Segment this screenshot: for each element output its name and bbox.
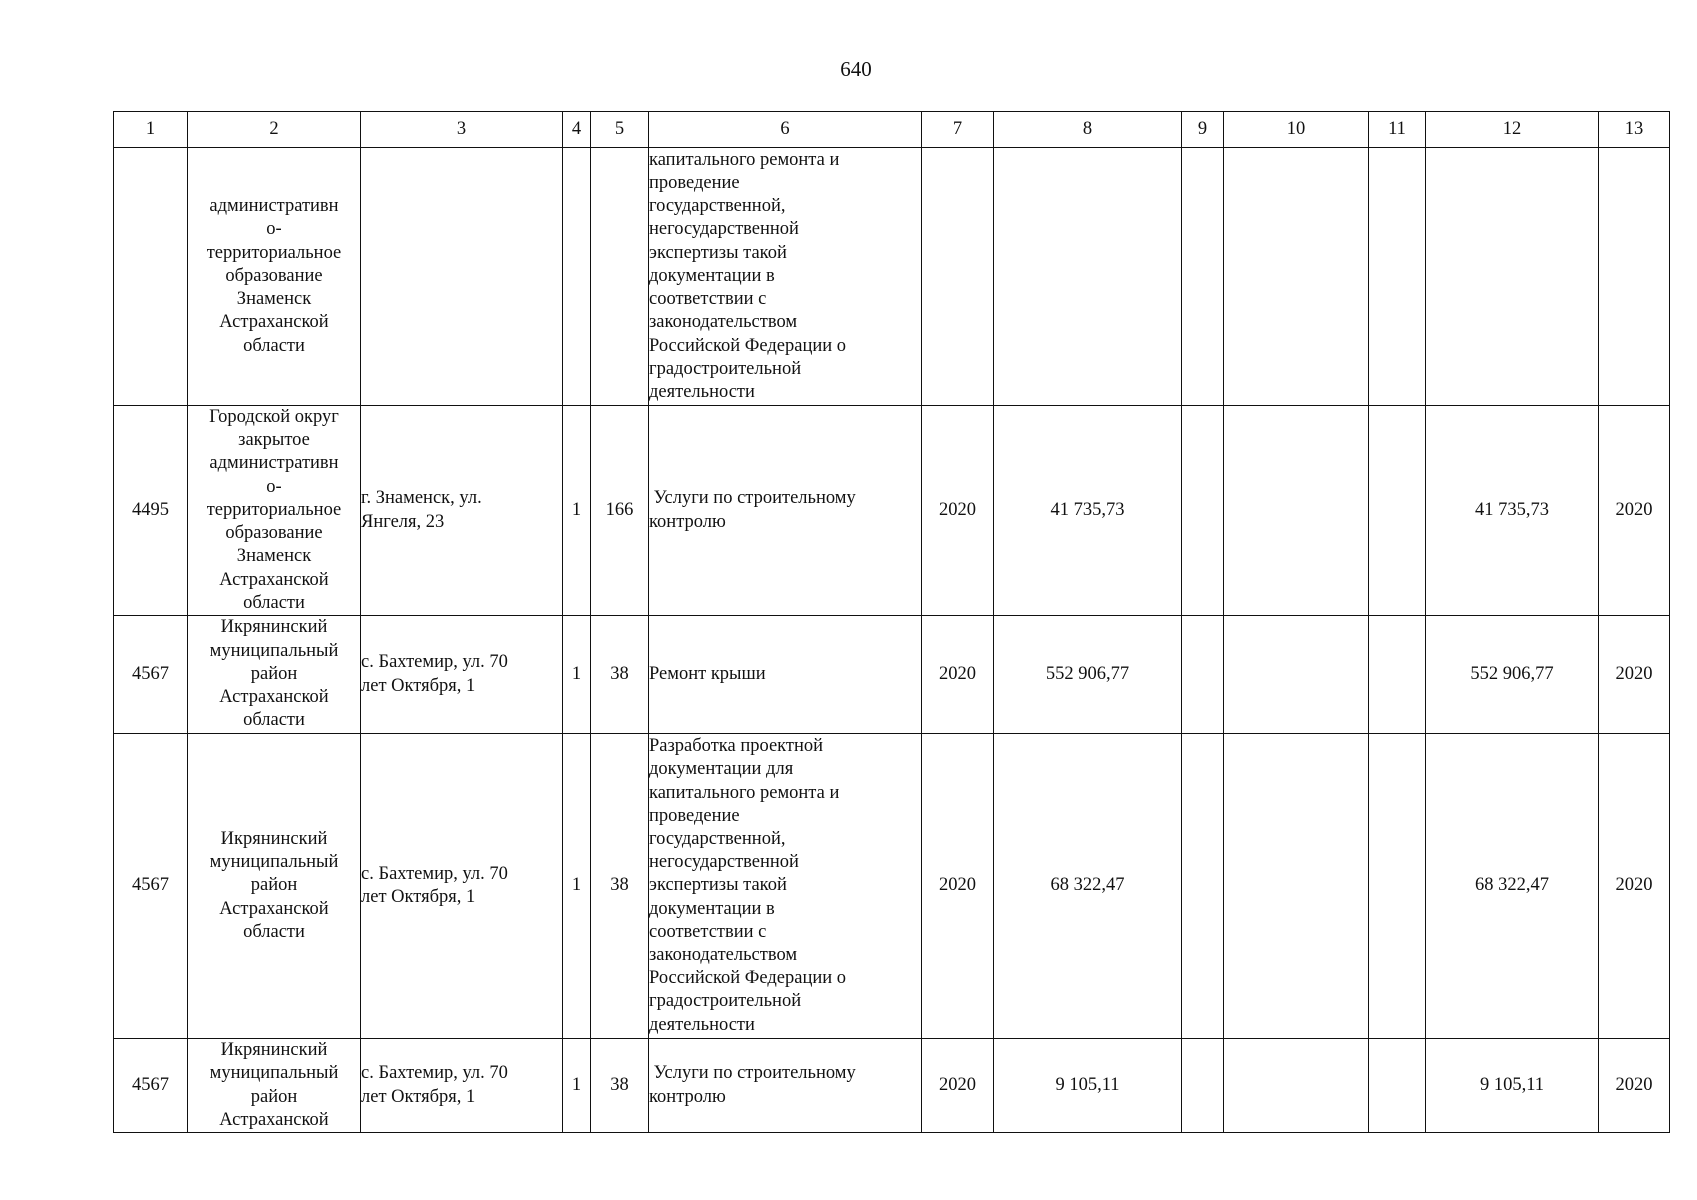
cell-year: 2020 [922, 616, 994, 734]
cell-col5 [591, 148, 649, 406]
cell-work-type: Услуги по строительному контролю [649, 1039, 922, 1133]
table-row [114, 406, 1670, 616]
cell-number: 4567 [114, 616, 188, 734]
cell-col13: 2020 [1599, 616, 1670, 734]
cell-col4 [563, 148, 591, 406]
cell-col13: 2020 [1599, 1039, 1670, 1133]
cell-col5: 38 [591, 616, 649, 734]
cell-col12: 41 735,73 [1426, 406, 1599, 616]
cell-col5: 38 [591, 734, 649, 1039]
cell-work-type: Ремонт крыши [649, 616, 922, 734]
cell-col9 [1182, 148, 1224, 406]
column-header-1: 1 [114, 112, 188, 148]
column-header-5: 5 [591, 112, 649, 148]
cell-col11 [1369, 1039, 1426, 1133]
cell-col11 [1369, 148, 1426, 406]
cell-col4: 1 [563, 734, 591, 1039]
cell-number: 4567 [114, 1039, 188, 1133]
cell-col12: 552 906,77 [1426, 616, 1599, 734]
cell-cost: 9 105,11 [994, 1039, 1182, 1133]
table-row [114, 734, 1670, 1039]
cell-municipality: Икрянинский муниципальный район Астраханской области [188, 734, 361, 1039]
cell-work-type: капитального ремонта и проведение государственной, негосударственной экспертизы такой документации в соответствии с законодательством Российской Федерации о градостроительной деятельности [649, 148, 922, 406]
column-header-3: 3 [361, 112, 563, 148]
column-header-9: 9 [1182, 112, 1224, 148]
data-table [113, 111, 1670, 1133]
column-header-12: 12 [1426, 112, 1599, 148]
column-header-4: 4 [563, 112, 591, 148]
column-header-2: 2 [188, 112, 361, 148]
table-row [114, 616, 1670, 734]
cell-col10 [1224, 616, 1369, 734]
cell-address: с. Бахтемир, ул. 70 лет Октября, 1 [361, 616, 563, 734]
cell-municipality: административн о- территориальное образование Знаменск Астраханской области [188, 148, 361, 406]
cell-col10 [1224, 734, 1369, 1039]
cell-work-type: Услуги по строительному контролю [649, 406, 922, 616]
cell-address [361, 148, 563, 406]
cell-cost: 552 906,77 [994, 616, 1182, 734]
cell-col13 [1599, 148, 1670, 406]
cell-col9 [1182, 616, 1224, 734]
cell-col11 [1369, 616, 1426, 734]
cell-cost [994, 148, 1182, 406]
header-row [114, 112, 1670, 148]
cell-col10 [1224, 148, 1369, 406]
cell-col10 [1224, 1039, 1369, 1133]
cell-col12: 9 105,11 [1426, 1039, 1599, 1133]
cell-municipality: Икрянинский муниципальный район Астраханской области [188, 616, 361, 734]
cell-col13: 2020 [1599, 734, 1670, 1039]
table-row [114, 148, 1670, 406]
column-header-8: 8 [994, 112, 1182, 148]
cell-col5: 166 [591, 406, 649, 616]
table-header [114, 112, 1670, 148]
column-header-7: 7 [922, 112, 994, 148]
cell-year [922, 148, 994, 406]
cell-col5: 38 [591, 1039, 649, 1133]
cell-address: с. Бахтемир, ул. 70 лет Октября, 1 [361, 734, 563, 1039]
cell-col4: 1 [563, 616, 591, 734]
cell-col9 [1182, 406, 1224, 616]
cell-address: с. Бахтемир, ул. 70 лет Октября, 1 [361, 1039, 563, 1133]
column-header-6: 6 [649, 112, 922, 148]
cell-year: 2020 [922, 1039, 994, 1133]
cell-year: 2020 [922, 406, 994, 616]
column-header-10: 10 [1224, 112, 1369, 148]
cell-col10 [1224, 406, 1369, 616]
cell-work-type: Разработка проектной документации для капитального ремонта и проведение государственной, негосударственной экспертизы такой документации в соответствии с законодательством Российской Федерации о градостроительной деятельности [649, 734, 922, 1039]
cell-col4: 1 [563, 1039, 591, 1133]
column-header-11: 11 [1369, 112, 1426, 148]
cell-municipality: Городской округ закрытое административн о- территориальное образование Знаменск Астраханской области [188, 406, 361, 616]
cell-number [114, 148, 188, 406]
cell-number: 4495 [114, 406, 188, 616]
cell-col4: 1 [563, 406, 591, 616]
cell-address: г. Знаменск, ул. Янгеля, 23 [361, 406, 563, 616]
cell-col9 [1182, 1039, 1224, 1133]
cell-col12 [1426, 148, 1599, 406]
cell-col12: 68 322,47 [1426, 734, 1599, 1039]
cell-cost: 41 735,73 [994, 406, 1182, 616]
cell-col9 [1182, 734, 1224, 1039]
cell-col11 [1369, 406, 1426, 616]
column-header-13: 13 [1599, 112, 1670, 148]
cell-municipality: Икрянинский муниципальный район Астраханской [188, 1039, 361, 1133]
cell-year: 2020 [922, 734, 994, 1039]
cell-cost: 68 322,47 [994, 734, 1182, 1039]
cell-col11 [1369, 734, 1426, 1039]
page-number: 640 [840, 57, 872, 81]
cell-col13: 2020 [1599, 406, 1670, 616]
cell-number: 4567 [114, 734, 188, 1039]
table-row [114, 1039, 1670, 1133]
